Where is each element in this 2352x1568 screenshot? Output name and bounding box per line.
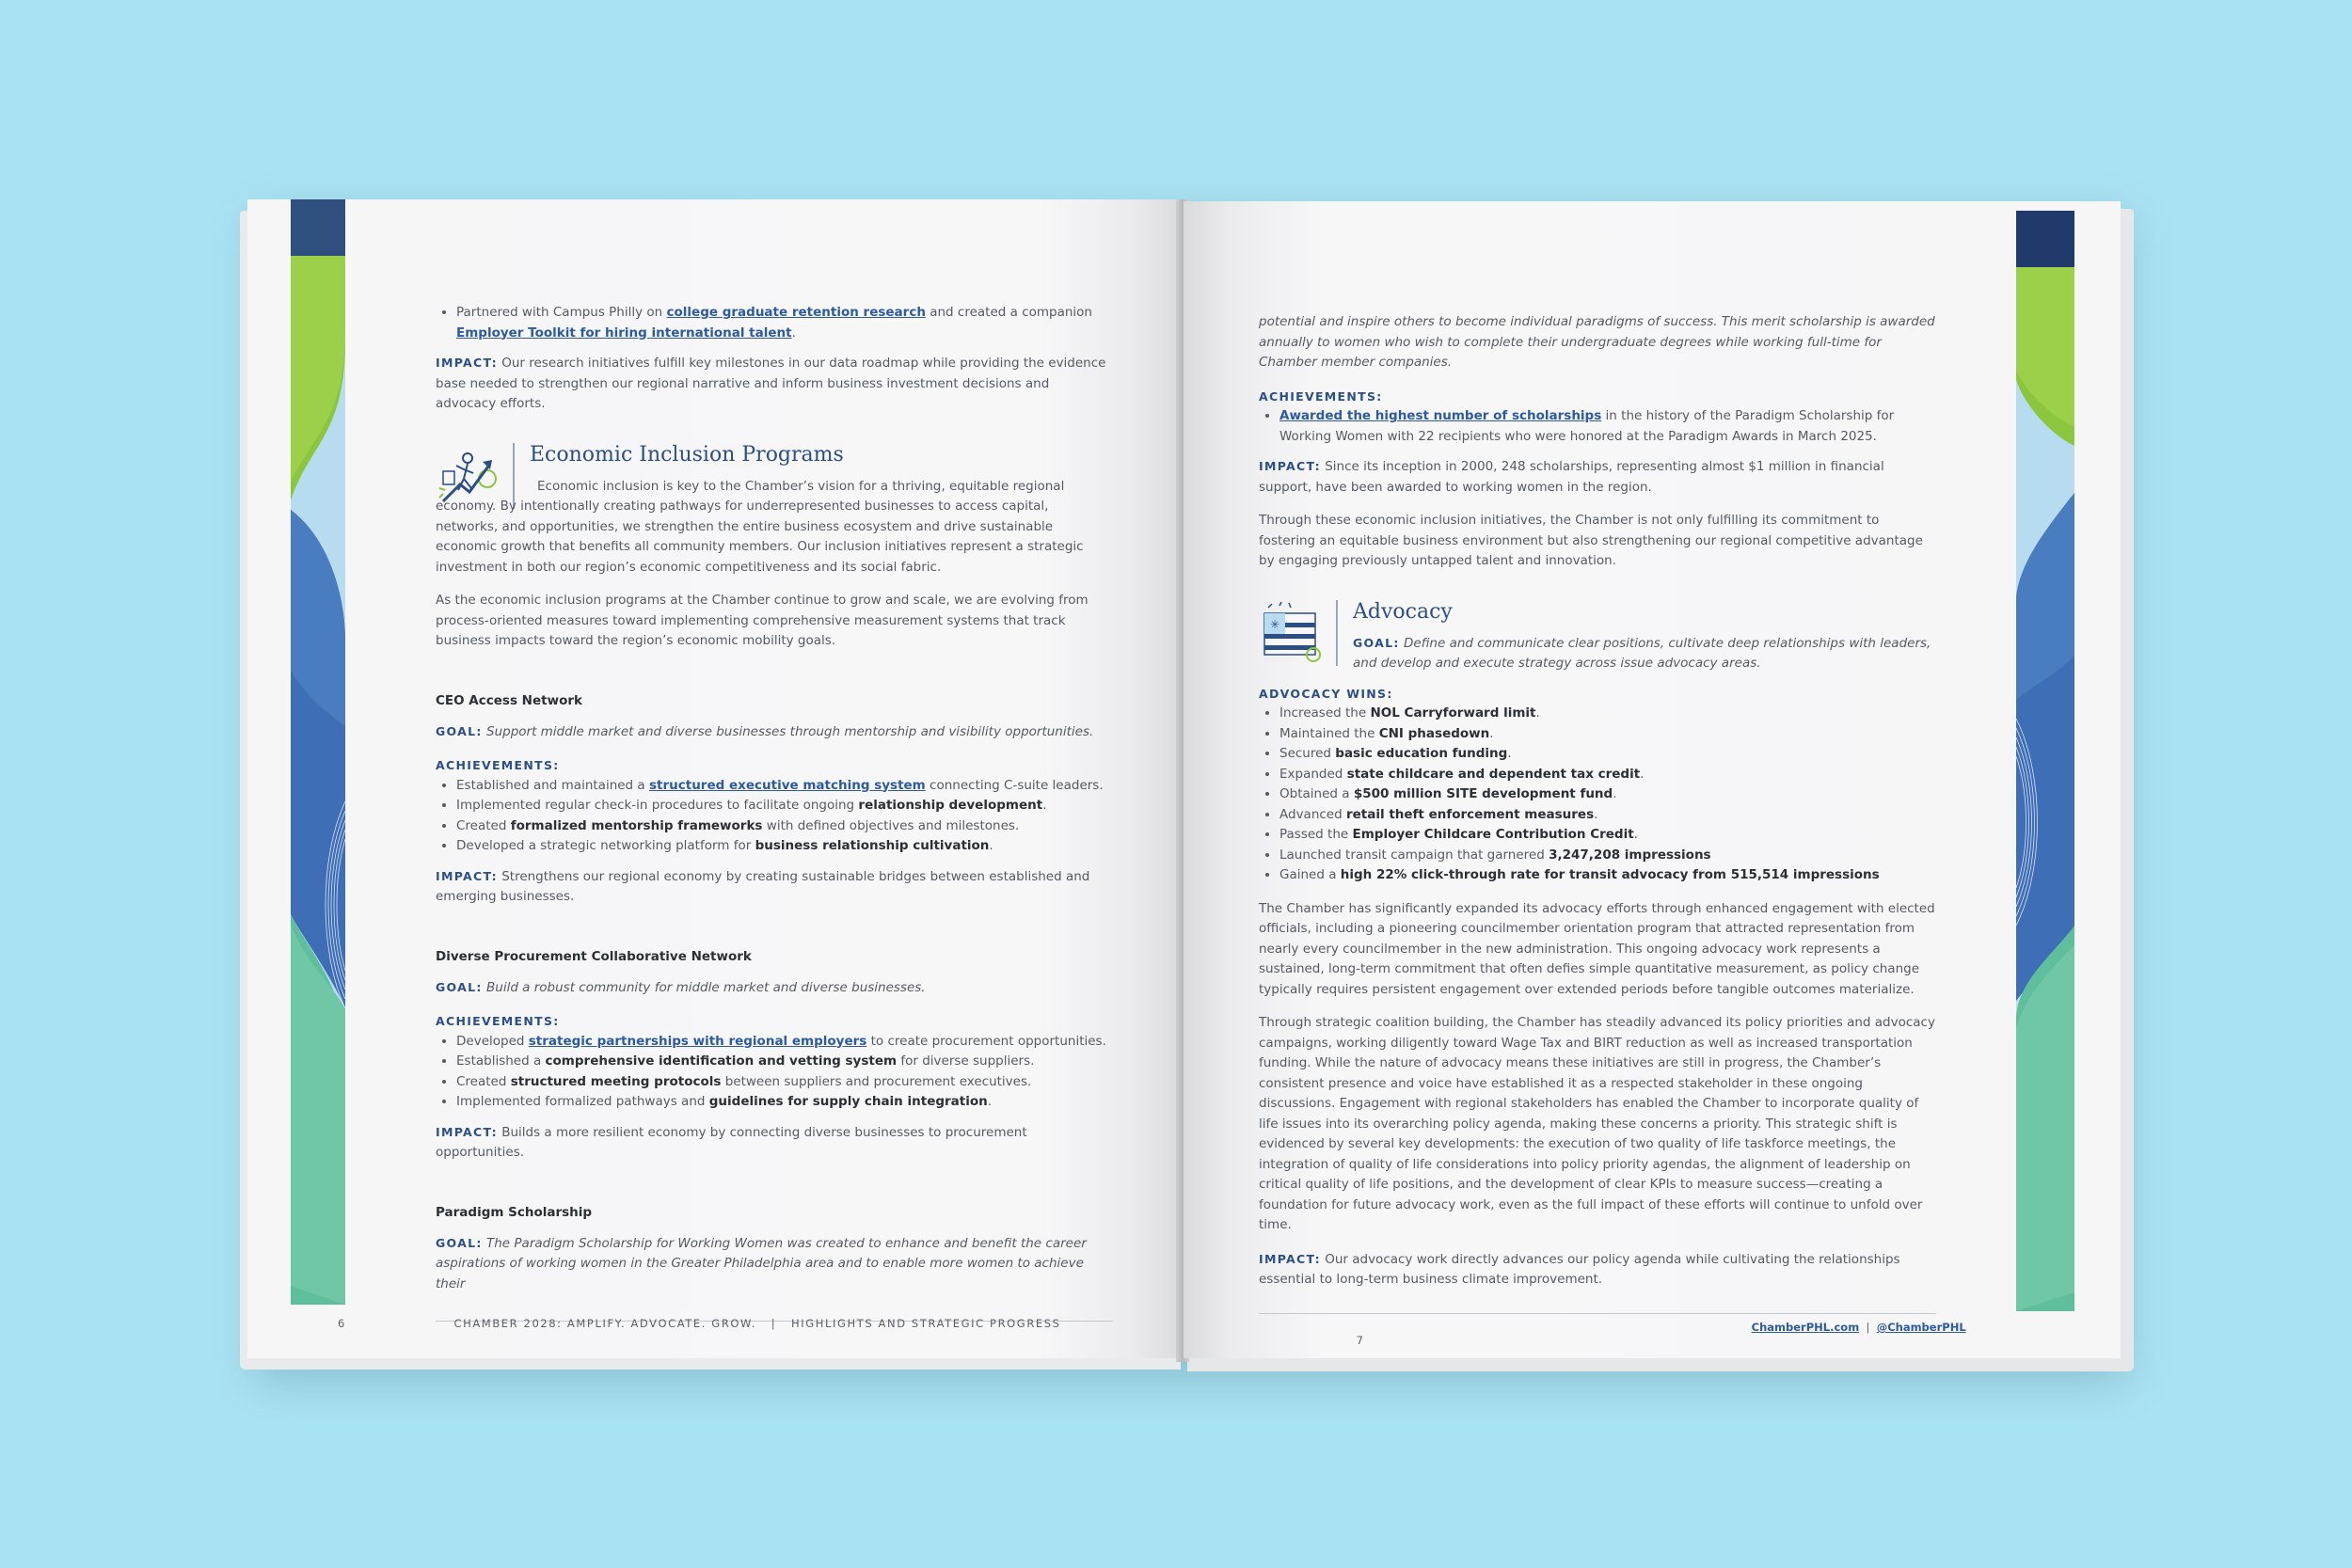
ceo-achievements-list [436,776,1113,857]
right-band-graphic [2016,211,2074,1311]
econ-intro [530,443,1113,476]
list-item: • Developed a strategic networking platform for business relationship cultivation. [456,836,1113,857]
closing-paragraph: Through these economic inclusion initiatives, the Chamber is not only fulfilling its commitment to fostering an equitable business environment but also strengthening our regional competitive advantage by engaging previously untapped talent and innovation. [1259,513,1923,568]
right-decorative-band [2016,211,2074,1311]
scholarships-link[interactable]: Awarded the highest number of scholarships [1279,408,1602,423]
intro-bullet: • Partnered with Campus Philly on college graduate retention research and created a companion Employer Toolkit for hiring international talent. [456,303,1113,343]
paradigm-achievements-label: ACHIEVEMENTS: [1259,388,1383,404]
left-page-content [436,303,1113,1294]
list-item: • Maintained the CNI phasedown. [1279,724,1936,745]
publication-title: CHAMBER 2028: AMPLIFY. ADVOCATE. GROW. [453,1317,756,1330]
list-item: • Passed the Employer Childcare Contribution Credit. [1279,825,1936,846]
list-item: • Established and maintained a structured executive matching system connecting C-suite leaders. [456,776,1113,797]
paradigm-impact: IMPACT: Since its inception in 2000, 248 scholarships, representing almost $1 million in financial support, have been awarded to working women in the region. [1259,459,1884,495]
list-item: • Launched transit campaign that garnered 3,247,208 impressions [1279,846,1936,866]
left-decorative-band [291,199,345,1305]
regional-employers-link[interactable]: strategic partnerships with regional employers [528,1033,867,1049]
dpcn-achievements-label: ACHIEVEMENTS: [436,1014,560,1028]
ceo-network-title: CEO Access Network [436,692,582,708]
list-item: • Gained a high 22% click-through rate for transit advocacy from 515,514 impressions [1279,865,1936,886]
employer-toolkit-link[interactable]: Employer Toolkit for hiring international talent [456,325,792,341]
list-item: • Expanded state childcare and dependent tax credit. [1279,765,1936,785]
list-item: • Increased the NOL Carryforward limit. [1279,704,1936,724]
campus-philly-research-link[interactable]: college graduate retention research [666,305,926,320]
list-item: • Implemented regular check-in procedures to facilitate ongoing relationship development. [456,796,1113,816]
advocacy-wins-label: ADVOCACY WINS: [1259,686,1393,701]
advocacy-paragraph-2: Through strategic coalition building, the Chamber has steadily advanced its policy priorities and advocacy campaigns, working diligently toward Wage Tax and BIRT reduction as well as increased transportation funding. While the nature of advocacy means these initiatives are still in progress, the Chamber’s consistent presence and voice have established it as a respected stakeholder in these ongoing discussions. Engagement with regional stakeholders has enabled the Chamber to incorporate quality of life issues into its overarching policy agenda, making these concerns a priority. This strategic shift is evidenced by several key developments: the execution of two quality of life taskforce meetings, the integration of quality of life considerations into policy priority agendas, the alignment of leadership on critical quality of life positions, and the development of clear KPIs to measure success—creating a foundation for future advocacy work, even as the full impact of these efforts will continue to unfold over time. [1259,1015,1935,1232]
right-page [1184,201,2121,1358]
executive-matching-link[interactable]: structured executive matching system [648,777,926,793]
econ-paragraph-1: Economic inclusion is key to the Chamber’s vision for a thriving, equitable regional economy. By intentionally creating pathways for underrepresented businesses to access capital, networks, and opportunities, we strengthen the entire business ecosystem and drive sustainable economic growth that benefits all community members. Our inclusion initiatives represent a strategic investment in both our region’s economic competitiveness and its social fabric. [436,478,1084,575]
social-handle-link[interactable]: @ChamberPHL [1876,1321,1966,1334]
ceo-goal: GOAL: Support middle market and diverse businesses through mentorship and visibility opportunities. [436,723,1094,739]
paradigm-goal: GOAL: The Paradigm Scholarship for Working Women was created to enhance and benefit the career aspirations of working women in the Greater Philadelphia area and to enable more women to achieve their [436,1235,1087,1291]
right-page-content [1259,312,1936,1291]
list-item: • Advanced retail theft enforcement measures. [1279,805,1936,826]
list-item: • Implemented formalized pathways and guidelines for supply chain integration. [456,1092,1113,1113]
dpcn-goal: GOAL: Build a robust community for middle market and diverse businesses. [436,979,926,995]
paradigm-title: Paradigm Scholarship [436,1204,593,1220]
footer-separator: | [1866,1321,1870,1334]
list-item: • Established a comprehensive identification and vetting system for diverse suppliers. [456,1052,1113,1072]
dpcn-impact: IMPACT: Builds a more resilient economy by connecting diverse businesses to procurement opportunities. [436,1124,1027,1160]
list-item: • Secured basic education funding. [1279,744,1936,765]
section-divider [1336,600,1338,666]
left-page [247,199,1179,1358]
advocacy-paragraph-1: The Chamber has significantly expanded its advocacy efforts through enhanced engagement with elected officials, including a pioneering councilmember orientation program that attracted representation from nearly every councilmember in the new administration. This ongoing advocacy work represents a sustained, long-term commitment that often defies simple quantitative measurement, as policy change typically requires persistent engagement over extended periods before tangible outcomes materialize. [1259,900,1935,997]
list-item: • Created formalized mentorship frameworks with defined objectives and milestones. [456,816,1113,837]
advocacy-impact: IMPACT: Our advocacy work directly advances our policy agenda while cultivating the relationships essential to long-term business climate improvement. [1259,1251,1900,1287]
right-footer [1259,1321,2049,1347]
advocacy-wins-list [1259,704,1936,886]
paradigm-continuation: potential and inspire others to become individual paradigms of success. This merit scholarship is awarded annually to women who wish to complete their undergraduate degrees while working full-time for Chamber member companies. [1259,314,1935,370]
advocacy-section-header [1259,600,1936,674]
left-footer [338,1317,1090,1330]
dpcn-title: Diverse Procurement Collaborative Network [436,948,752,964]
website-link[interactable]: ChamberPHL.com [1751,1321,1860,1334]
section-title: HIGHLIGHTS AND STRATEGIC PROGRESS [791,1317,1061,1330]
intro-impact: IMPACT: Our research initiatives fulfill key milestones in our data roadmap while providing the evidence base needed to strengthen our regional narrative and inform business investment decisions and advocacy efforts. [436,356,1106,411]
econ-paragraph-2: As the economic inclusion programs at the Chamber continue to grow and scale, we are evolving from process-oriented measures toward implementing comprehensive measurement systems that track business impacts toward the region’s economic mobility goals. [436,593,1089,648]
right-page-number: 7 [1356,1334,1363,1347]
advocacy-section-title: Advocacy [1353,599,1453,624]
list-item: • Created structured meeting protocols between suppliers and procurement executives. [456,1072,1113,1093]
dpcn-achievements-list [436,1032,1113,1113]
flag-icon [1259,600,1325,670]
advocacy-intro [1353,600,1936,674]
left-page-number: 6 [338,1317,346,1330]
right-footer-rule [1259,1313,1936,1314]
advocacy-goal: GOAL: Define and communicate clear positions, cultivate deep relationships with leaders, and develop and execute strategy across issue advocacy areas. [1353,635,1931,671]
left-band-graphic [291,199,345,1305]
econ-section-title: Economic Inclusion Programs [530,442,844,467]
list-item: • Obtained a $500 million SITE development fund. [1279,784,1936,805]
ceo-achievements-label: ACHIEVEMENTS: [436,758,560,772]
footer-separator: | [771,1317,777,1330]
svg-text:✳: ✳ [1269,617,1280,631]
list-item: • Awarded the highest number of scholarships in the history of the Paradigm Scholarship for Working Women with 22 recipients who were honored at the Paradigm Awards in March 2025. [1279,406,1936,447]
list-item: • Developed strategic partnerships with regional employers to create procurement opportunities. [456,1032,1113,1053]
ceo-impact: IMPACT: Strengthens our regional economy by creating sustainable bridges between established and emerging businesses. [436,868,1090,904]
